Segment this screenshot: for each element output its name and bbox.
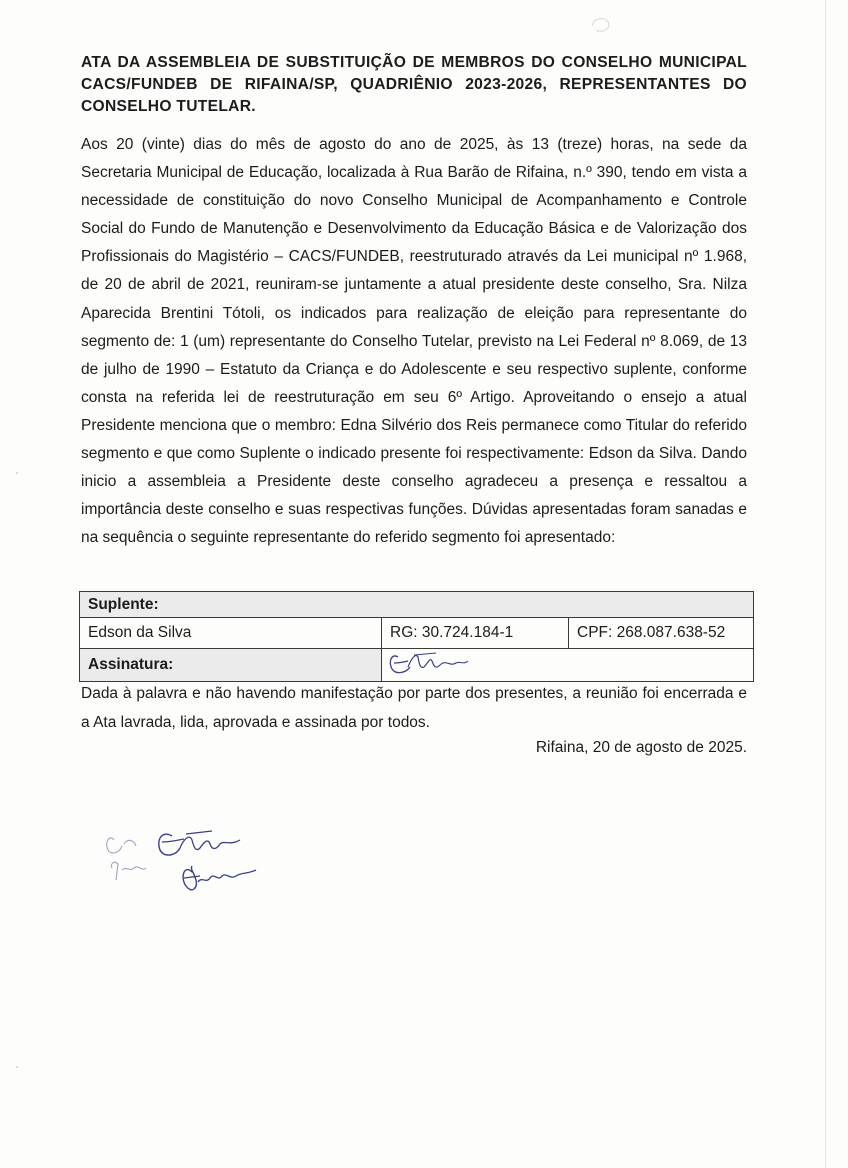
- member-name: Edson da Silva: [80, 618, 382, 649]
- place-date: Rifaina, 20 de agosto de 2025.: [535, 739, 747, 756]
- closing-paragraph: Dada à palavra e não havendo manifestação por parte dos presentes, a reunião foi encerrada e a Ata lavrada, lida, aprovada e assinada por todos.: [81, 685, 747, 731]
- faint-mark-icon: [588, 14, 618, 36]
- signature-label: [80, 649, 382, 682]
- signature-cell: [382, 649, 754, 682]
- minutes-body: Aos 20 (vinte) dias do mês de agosto do ano de 2025, às 13 (treze) horas, na sede da Secretaria Municipal de Educação, localizada à Rua Barão de Rifaina, n.º 390, tendo em vista a necessidade de constituição do novo Conselho Municipal de Acompanhamento e Controle Social do Fundo de Manutenção e Desenvolvimento da Educação Básica e de Valorização dos Profissionais do Magistério – CACS/FUNDEB, reestruturado através da Lei municipal nº 1.968, de 20 de abril de 2021, reuniram-se juntamente a atual presidente deste conselho, Sra. Nilza Aparecida Brentini Tótoli, os indicados para realização de eleição para representante do segmento de: 1 (um) representante do Conselho Tutelar, previsto na Lei Federal nº 8.069, de 13 de julho de 1990 – Estatuto da Criança e do Adolescente e seu respectivo suplente, conforme consta na referida lei de reestruturação em seu 6º Artigo. Aproveitando o ensejo a atual Presidente menciona que o membro: Edna Silvério dos Reis permanece como Titular do referido segmento e que como Suplente o indicado presente foi respectivamente: Edson da Silva. Dando inicio a assembleia a Presidente deste conselho agradeceu a presença e ressaltou a importância deste conselho e suas respectivas funções. Dúvidas apresentadas foram sanadas e na sequência o seguinte representante do referido segmento foi apresentado:: [81, 136, 747, 547]
- scan-speck-icon: [14, 1064, 20, 1070]
- member-table: [79, 591, 754, 682]
- scan-edge: [825, 0, 826, 1168]
- scan-speck-icon: [14, 470, 20, 476]
- table-header-suplente: Suplente:: [80, 592, 754, 618]
- document-title: ATA DA ASSEMBLEIA DE SUBSTITUIÇÃO DE MEMBROS DO CONSELHO MUNICIPAL CACS/FUNDEB DE RIFAINA/SP, QUADRIÊNIO 2023-2026, REPRESENTANTES DO CONSELHO TUTELAR.: [81, 54, 747, 115]
- member-cpf: CPF: 268.087.638-52: [569, 618, 754, 649]
- member-rg: RG: 30.724.184-1: [382, 618, 569, 649]
- margin-signatures-icon: [100, 822, 270, 912]
- signature-label-text: Assinatura:: [88, 656, 174, 673]
- table-signature-icon: [384, 643, 474, 683]
